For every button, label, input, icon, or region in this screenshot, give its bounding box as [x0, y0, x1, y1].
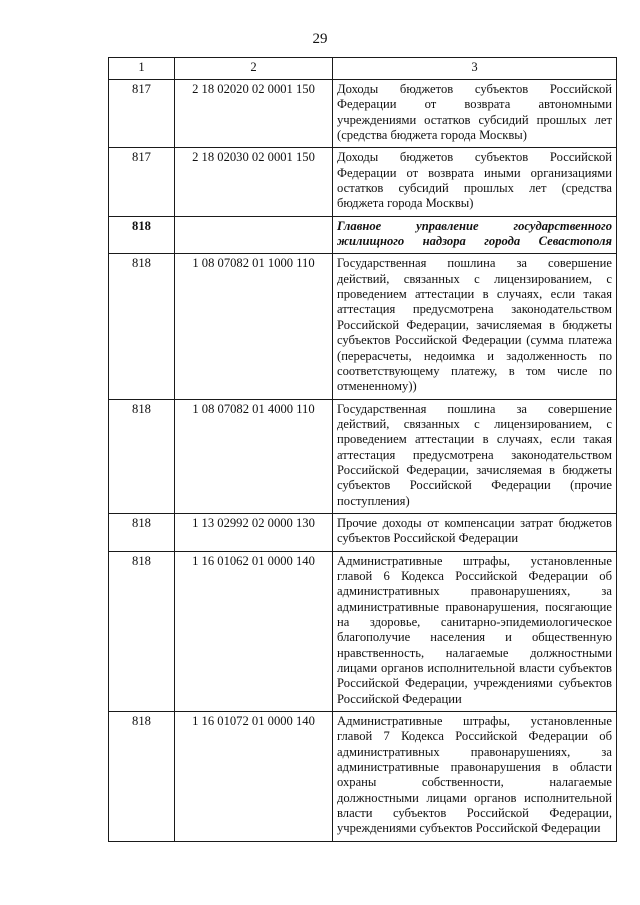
table-row — [109, 254, 617, 399]
administrator-code-cell: 818 — [109, 399, 175, 513]
table-row — [109, 80, 617, 148]
revenue-name-cell: Административные штрафы, установленные главой 6 Кодекса Российской Федерации об административных правонарушениях, за административные правонарушения, посягающие на здоровье, санитарно-эпидемиологическое благополучие населения и общественную нравственность, налагаемые должностными лицами органов исполнительной власти субъектов Российской Федерации, учреждениями субъектов Российской Федерации — [333, 551, 617, 711]
administrator-code-cell: 818 — [109, 216, 175, 254]
revenue-classification-table — [108, 57, 617, 842]
administrator-code-cell: 818 — [109, 551, 175, 711]
revenue-name-cell: Прочие доходы от компенсации затрат бюджетов субъектов Российской Федерации — [333, 513, 617, 551]
administrator-code-cell: 818 — [109, 254, 175, 399]
table-row — [109, 551, 617, 711]
table-row — [109, 399, 617, 513]
table-row — [109, 513, 617, 551]
page-number: 29 — [312, 31, 328, 47]
revenue-name-cell: Административные штрафы, установленные главой 7 Кодекса Российской Федерации об административных правонарушениях, за административные правонарушения в области охраны собственности, налагаемые должностными лицами органов исполнительной власти субъектов Российской Федерации, учреждениями субъектов Российской Федерации — [333, 712, 617, 842]
administrator-code-cell: 817 — [109, 148, 175, 216]
table-row — [109, 712, 617, 842]
administrator-code-cell: 817 — [109, 80, 175, 148]
revenue-name-cell: Государственная пошлина за совершение действий, связанных с лицензированием, с проведением аттестации в случаях, если такая аттестация предусмотрена законодательством Российской Федерации, зачисляемая в бюджеты субъектов Российской Федерации (прочие поступления) — [333, 399, 617, 513]
administrator-code-cell: 818 — [109, 513, 175, 551]
column-header-2: 2 — [175, 58, 333, 80]
administrator-code-cell: 818 — [109, 712, 175, 842]
column-header-3: 3 — [333, 58, 617, 80]
revenue-code-cell: 1 08 07082 01 1000 110 — [175, 254, 333, 399]
revenue-name-cell: Доходы бюджетов субъектов Российской Федерации от возврата автономными учреждениями остатков субсидий прошлых лет (средства бюджета города Москвы) — [333, 80, 617, 148]
revenue-code-cell: 1 16 01062 01 0000 140 — [175, 551, 333, 711]
revenue-code-cell: 2 18 02030 02 0001 150 — [175, 148, 333, 216]
administrator-name-cell: Главное управление государственного жилищного надзора города Севастополя — [333, 216, 617, 254]
table-row — [109, 148, 617, 216]
administrator-heading-row — [109, 216, 617, 254]
revenue-code-cell: 1 13 02992 02 0000 130 — [175, 513, 333, 551]
revenue-code-cell: 1 16 01072 01 0000 140 — [175, 712, 333, 842]
column-header-1: 1 — [109, 58, 175, 80]
table-header-row — [109, 58, 617, 80]
revenue-code-cell — [175, 216, 333, 254]
revenue-code-cell: 2 18 02020 02 0001 150 — [175, 80, 333, 148]
revenue-code-cell: 1 08 07082 01 4000 110 — [175, 399, 333, 513]
revenue-name-cell: Государственная пошлина за совершение действий, связанных с лицензированием, с проведением аттестации в случаях, если такая аттестация предусмотрена законодательством Российской Федерации, зачисляемая в бюджеты субъектов Российской Федерации (сумма платежа (перерасчеты, недоимка и задолженность по соответствующему платежу, в том числе по отмененному)) — [333, 254, 617, 399]
revenue-name-cell: Доходы бюджетов субъектов Российской Федерации от возврата иными организациями остатков субсидий прошлых лет (средства бюджета города Москвы) — [333, 148, 617, 216]
